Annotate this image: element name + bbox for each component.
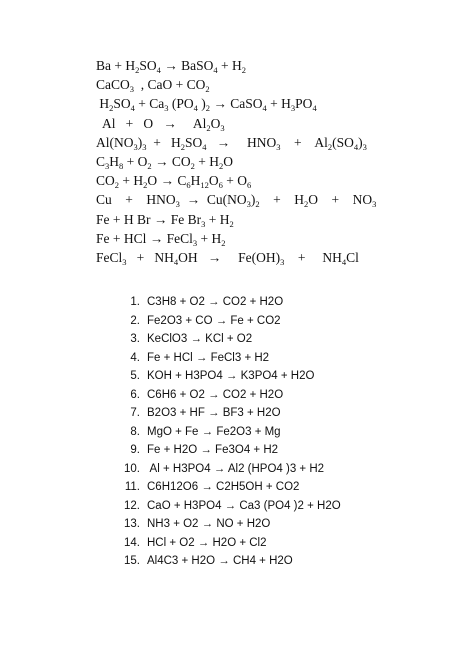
equation-text: Fe + HCl → FeCl3 + H2 [147,351,270,364]
list-number: 14. [124,536,140,549]
equation-line [96,94,466,113]
equation-subscript: 3 [133,141,138,152]
equation-subscript: 3 [175,199,180,210]
equation-text: C6H6 + O2 → CO2 + H2O [147,388,284,401]
equation-subscript: 4 [353,141,359,152]
equation-text: ) [250,192,256,208]
list-number: 8. [130,425,140,438]
equation-line [96,133,466,152]
equation-subscript: 3 [290,103,296,114]
equation-text: B2O3 + HF → BF3 + H2O [147,407,281,419]
list-number: 1. [130,296,140,308]
list-item [118,367,458,386]
equation-subscript: 2 [147,160,152,171]
list-item [118,460,458,479]
equation-text: Fe + H Br → Fe Br [96,211,202,227]
equation-text: + H [259,192,304,208]
equation-line [96,114,466,133]
equation-subscript: 2 [114,180,120,191]
equation-text: O [210,115,221,131]
equation-text: + H [197,230,222,246]
equation-text: PO [295,96,313,112]
list-item [118,497,458,516]
equation-text: + O [222,173,248,189]
equation-text: + O [123,153,148,169]
list-number: 4. [130,351,140,364]
equation-subscript: 2 [135,65,140,75]
equation-subscript: 4 [312,103,317,114]
equation-text: Cl [346,249,359,265]
equation-text: → HNO [206,134,277,150]
equation-line [96,56,466,75]
equation-line [96,152,466,171]
equation-subscript: 4 [213,65,218,75]
equation-subscript: 3 [164,103,169,114]
list-number: 12. [124,499,140,512]
equation-text: MgO + Fe → Fe2O3 + Mg [147,425,281,438]
equation-text: + NH [284,249,342,265]
equation-subscript: 2 [327,141,333,152]
equation-subscript: 6 [218,180,223,191]
list-item [118,423,458,442]
equation-subscript: 8 [119,160,124,171]
equation-text: CaCO [96,77,130,93]
equation-text: , CaO + CO [134,77,206,93]
equation-text: H [109,153,120,169]
equation-line [96,171,466,190]
equation-text: C3H8 + O2 → CO2 + H2O [147,296,284,308]
equation-text: NH3 + O2 → NO + H2O [147,518,271,530]
equation-subscript: 4 [156,65,161,75]
equation-text: Fe + HCl → FeCl [96,230,193,246]
list-item [118,293,458,312]
equation-text: → CaSO [210,96,263,112]
equation-text: + H [266,96,291,112]
equation-text: → BaSO [160,58,214,73]
equation-subscript: 2 [205,103,211,114]
equation-subscript: 3 [246,199,251,210]
list-item [118,330,458,349]
equation-text: C6H12O6 → C2H5OH + CO2 [147,481,300,493]
equation-subscript: 2 [255,199,260,210]
equation-subscript: 2 [143,180,148,191]
equation-subscript: 3 [372,199,377,210]
equation-text: O [223,153,234,169]
equation-text: O + NO [308,192,373,208]
equation-text: + NH [126,249,174,265]
equation-text: Al + O → Al [96,115,207,131]
equation-subscript: 3 [129,84,134,95]
equation-text: → CO [151,153,191,169]
equation-line [96,210,466,229]
equation-text: SO [113,96,131,112]
equation-text: Fe2O3 + CO → Fe + CO2 [147,314,281,327]
equation-text: C [96,153,106,169]
equation-text: SO [185,134,203,150]
equation-text: (SO [332,134,354,150]
equation-text: KOH + H3PO4 → K3PO4 + H2O [147,370,315,382]
equation-subscript: 3 [192,237,198,248]
equation-subscript: 12 [200,180,209,191]
equation-subscript: 3 [280,256,285,267]
equation-subscript: 3 [201,218,206,229]
list-number: 2. [130,314,140,327]
equation-subscript: 6 [247,180,252,191]
equation-subscript: 4 [130,103,135,114]
list-number: 15. [124,555,140,567]
equation-subscript: 6 [186,180,191,191]
numbered-equation-list [118,293,458,571]
list-item [118,478,458,497]
equation-text: CO [96,173,115,189]
list-item [118,312,458,331]
equation-line [96,190,466,209]
equation-text: KeClO3 → KCl + O2 [147,333,253,345]
equation-text: (PO [168,96,194,112]
equation-text: ) [137,134,143,150]
equation-text: Al4C3 + H2O → CH4 + H2O [147,555,293,567]
equation-text: H [190,173,201,189]
equation-subscript: 3 [362,141,367,152]
list-item [118,515,458,534]
equation-subscript: 2 [190,160,195,171]
equation-text: ) [197,96,206,112]
equation-text: + Ca [134,96,165,112]
equation-subscript: 3 [105,160,110,171]
list-item [118,534,458,553]
equation-subscript: 2 [109,103,114,114]
list-item [118,552,458,571]
equation-subscript: 3 [142,141,147,152]
list-number: 6. [130,388,140,401]
equation-text: Cu + HNO [96,192,176,208]
list-number: 10. [124,462,140,475]
equation-text: Al(NO [96,134,134,150]
equation-subscript: 2 [241,65,247,75]
equation-subscript: 2 [221,237,226,248]
list-number: 11. [124,481,140,493]
list-number: 13. [124,518,140,530]
equation-text: → Cu(NO [179,192,247,208]
equation-subscript: 2 [206,122,211,133]
equation-text: + H [119,173,144,189]
equation-subscript: 2 [219,160,224,171]
equation-subscript: 4 [341,256,347,267]
list-number: 7. [130,407,140,419]
equation-text: FeCl [96,249,123,265]
serif-equation-list [96,56,466,267]
equation-text: Ba + H [96,58,136,73]
equation-subscript: 2 [304,199,309,210]
equation-text: SO [139,58,157,73]
equation-line [96,229,466,248]
equation-subscript: 4 [173,256,179,267]
equation-subscript: 3 [122,256,127,267]
list-number: 5. [130,370,140,382]
equation-text: + H [146,134,181,150]
equation-text: + H [205,211,230,227]
equation-text: + H [194,153,220,169]
equation-text: ) [358,134,363,150]
equation-text: + Al [280,134,328,150]
equation-subscript: 3 [220,122,225,133]
list-number: 9. [130,444,140,456]
equation-subscript: 2 [180,141,185,152]
list-item [118,441,458,460]
equation-text: HCl + O2 → H2O + Cl2 [147,536,267,549]
equation-subscript: 4 [262,103,267,114]
equation-subscript: 2 [229,218,234,229]
equation-text: H [96,96,110,112]
equation-subscript: 2 [205,84,210,95]
list-item [118,386,458,405]
equation-text: + H [217,58,242,73]
equation-line [96,75,466,94]
list-item [118,349,458,368]
equation-line [96,248,466,267]
equation-text: CaO + H3PO4 → Ca3 (PO4 )2 + H2O [147,499,341,512]
list-number: 3. [130,333,140,345]
equation-text: O [208,173,219,189]
equation-subscript: 3 [276,141,281,152]
list-item [118,404,458,423]
equation-subscript: 4 [193,103,198,114]
equation-text: OH → Fe(OH) [178,249,281,265]
equation-subscript: 4 [202,141,207,152]
equation-text: O → C [147,173,187,189]
equation-text: Fe + H2O → Fe3O4 + H2 [147,444,279,456]
equation-text: Al + H3PO4 → Al2 (HPO4 )3 + H2 [147,462,325,475]
